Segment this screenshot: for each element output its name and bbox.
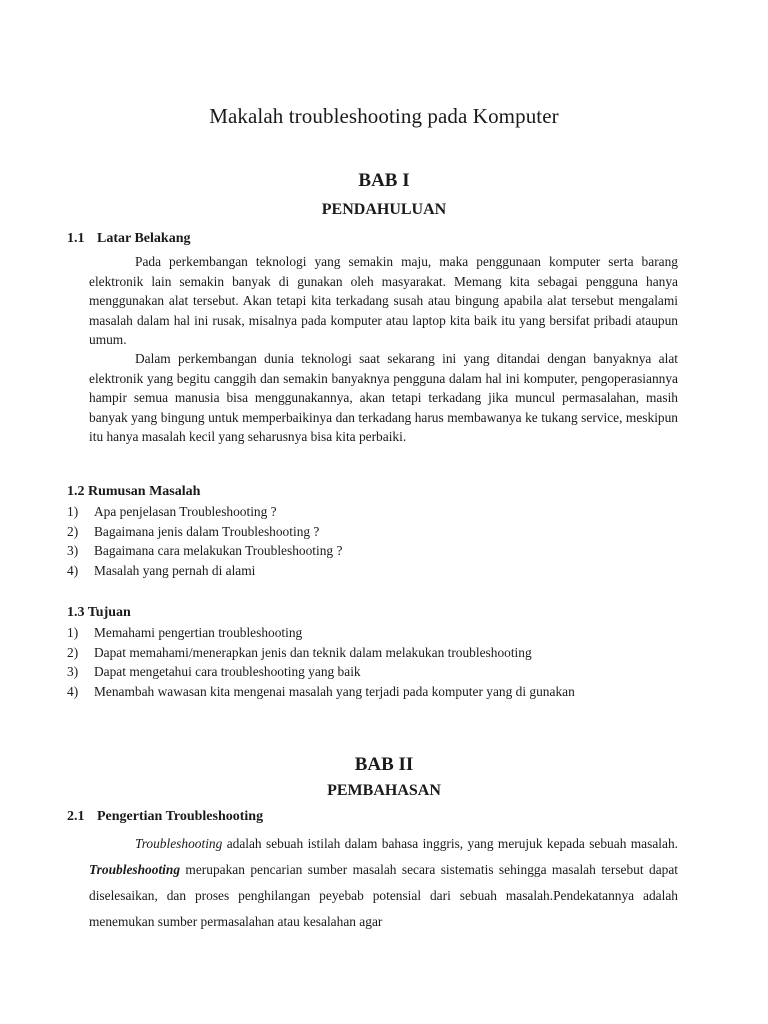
list-item: 3) Bagaimana cara melakukan Troubleshooting ? — [67, 543, 343, 558]
section-1-1-heading — [67, 231, 190, 247]
paragraph-text: Dalam perkembangan dunia teknologi saat sekarang ini yang ditandai dengan banyaknya alat elektronik yang begitu canggih dan semakin banyaknya pengguna dalam hal ini komputer, pengoperasiannya hampir semua manusia bisa menggunakannya, akan tetapi terkadang jika muncul permasalahan, masih banyak yang bingung untuk memperbaikinya dan terkadang harus membawanya ke tukang service, meskipun itu hanya masalah kecil yang seharusnya bisa kita perbaiki. — [89, 351, 678, 444]
rumusan-masalah-list — [67, 502, 342, 580]
section-2-1-heading — [67, 809, 263, 825]
list-item: 3) Dapat mengetahui cara troubleshooting yang baik — [67, 664, 361, 679]
section-number: 2.1 — [67, 809, 85, 824]
term-italic: Troubleshooting — [135, 836, 223, 851]
section-number: 1.1 — [67, 231, 85, 246]
bab2-heading: BAB II — [354, 754, 414, 775]
bab1-subheading: PENDAHULUAN — [321, 201, 447, 218]
paragraph-text: Pada perkembangan teknologi yang semakin maju, maka penggunaan komputer serta barang elektronik lain semakin banyak di gunakan oleh masyarakat. Memang kita sebagai pengguna hanya menggunakan alat tersebut. Akan tetapi kita terkadang susah atau bingung apabila alat tersebut mengalami masalah dalam hal ini rusak, misalnya pada komputer atau laptop kita baik itu yang bersifat pribadi ataupun umum. — [89, 254, 678, 347]
bab2-subheading: PEMBAHASAN — [327, 782, 441, 799]
list-item: 2) Dapat memahami/menerapkan jenis dan teknik dalam melakukan troubleshooting — [67, 644, 532, 660]
document-title: Makalah troubleshooting pada Komputer — [209, 104, 559, 128]
term-bold-italic: Troubleshooting — [89, 862, 181, 877]
section-title: Pengertian Troubleshooting — [97, 809, 264, 824]
list-item: 4) Menambah wawasan kita mengenai masalah yang terjadi pada komputer yang di gunakan — [67, 683, 575, 699]
section-1-3-heading: 1.3 Tujuan — [67, 605, 131, 620]
latar-belakang-paragraph-2 — [89, 349, 678, 447]
list-item: 2) Bagaimana jenis dalam Troubleshooting ? — [67, 523, 320, 539]
list-item: 1) Memahami pengertian troubleshooting — [67, 625, 303, 640]
list-item: 4) Masalah yang pernah di alami — [67, 562, 256, 578]
section-1-2-heading: 1.2 Rumusan Masalah — [67, 484, 201, 499]
latar-belakang-paragraph-1 — [89, 252, 678, 350]
list-item: 1) Apa penjelasan Troubleshooting ? — [67, 504, 277, 519]
pengertian-paragraph: Troubleshooting adalah sebuah istilah dalam bahasa inggris, yang merujuk kepada sebuah masalah. Troubleshooting merupakan pencarian sumber masalah secara sistematis sehingga masalah tersebut dapat diselesaikan, dan proses penghilangan peyebab potensial dari sebuah masalah.Pendekatannya adalah menemukan sumber permasalahan atau kesalahan agar — [89, 836, 678, 929]
section-title: Latar Belakang — [97, 231, 191, 246]
tujuan-list — [67, 623, 575, 701]
bab1-heading: BAB I — [358, 170, 410, 191]
